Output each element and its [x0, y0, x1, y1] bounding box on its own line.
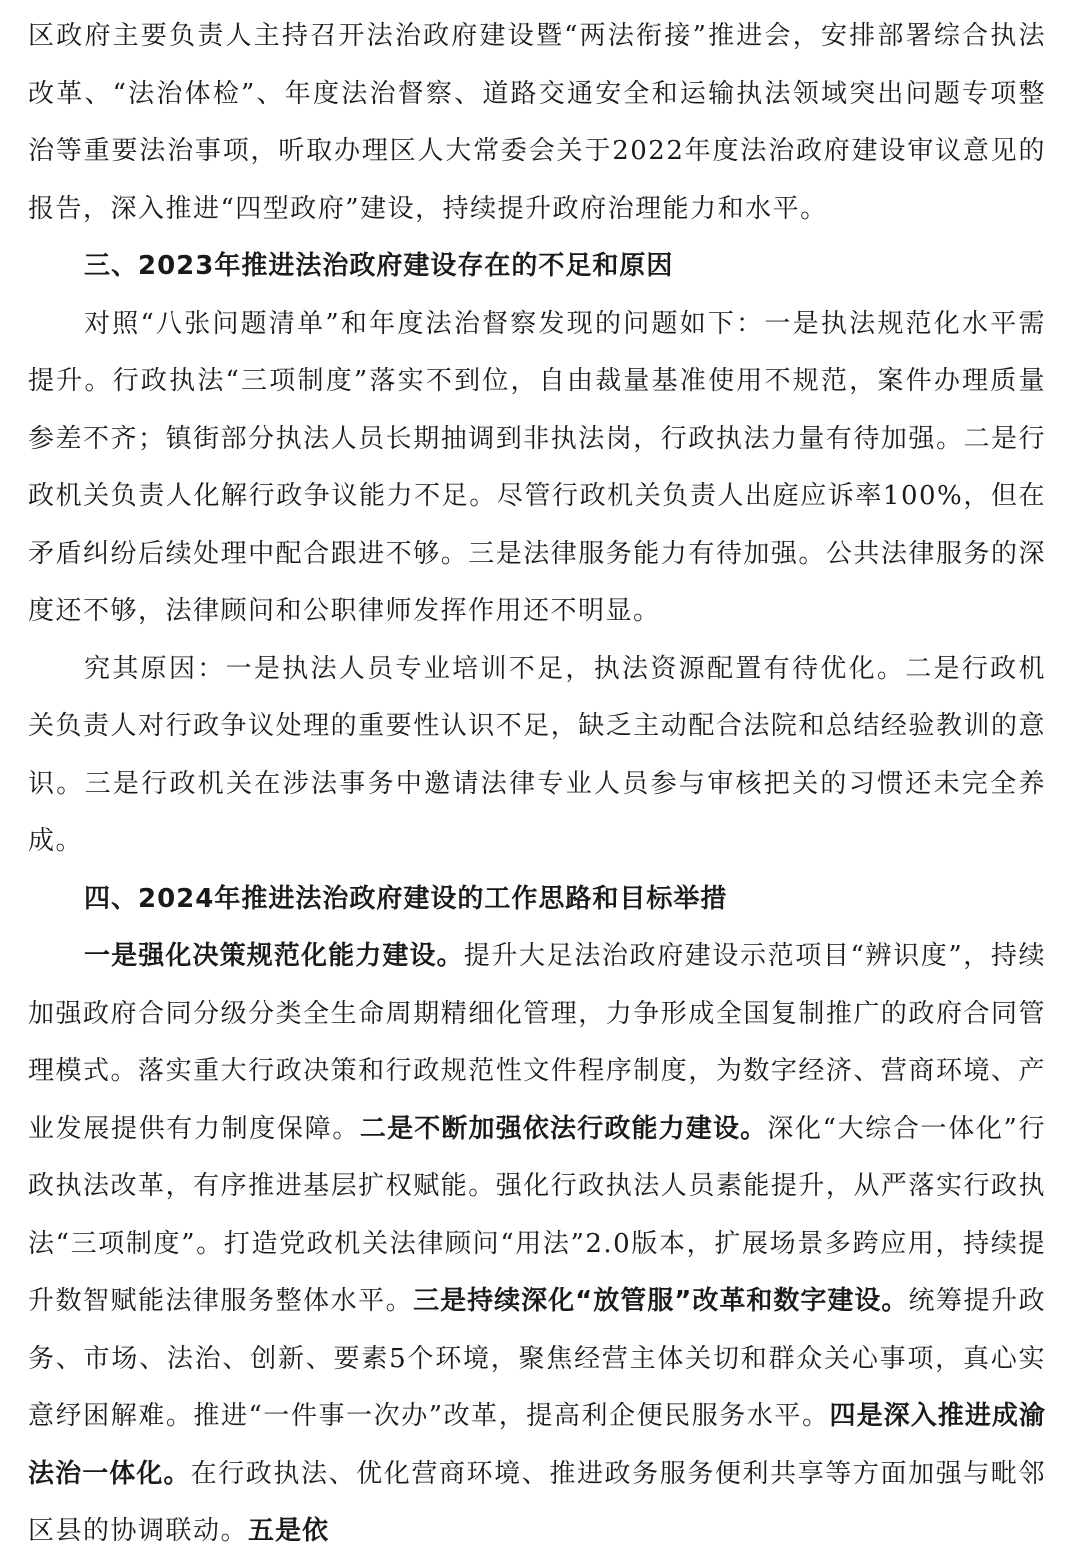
measure-text-1: 提升大足法治政府建设示范项目“辨识度”，持续加强政府合同分级分类全生命周期精细化管理，力争形成全国复制推广的政府合同管理模式。落实重大行政决策和行政规范性文件程序制度，为数字经济、营商环境、产业发展提供有力制度保障。: [28, 941, 1046, 1144]
paragraph-measures: [28, 928, 1046, 1561]
measure-lead-5: 五是依: [248, 1516, 330, 1546]
paragraph-continuation: 区政府主要负责人主持召开法治政府建设暨“两法衔接”推进会，安排部署综合执法改革、“法治体检”、年度法治督察、道路交通安全和运输执法领域突出问题专项整治等重要法治事项，听取办理区人大常委会关于2022年度法治政府建设审议意见的报告，深入推进“四型政府”建设，持续提升政府治理能力和水平。: [28, 21, 1046, 224]
measure-text-3: 统筹提升政务、市场、法治、创新、要素5个环境，聚焦经营主体关切和群众关心事项，真心实意纾困解难。推进“一件事一次办”改革，提高利企便民服务水平。: [28, 1286, 1046, 1431]
paragraph-causes: 究其原因：一是执法人员专业培训不足，执法资源配置有待优化。二是行政机关负责人对行政争议处理的重要性认识不足，缺乏主动配合法院和总结经验教训的意识。三是行政机关在涉法事务中邀请法律专业人员参与审核把关的习惯还未完全养成。: [28, 653, 1046, 856]
measure-lead-2: 二是不断加强依法行政能力建设。: [359, 1113, 768, 1144]
measure-lead-3: 三是持续深化“放管服”改革和数字建设。: [413, 1286, 909, 1316]
measure-text-4: 在行政执法、优化营商环境、推进政务服务便利共享等方面加强与毗邻区县的协调联动。: [28, 1458, 1046, 1546]
section-heading-4: 四、2024年推进法治政府建设的工作思路和目标举措: [84, 883, 728, 914]
measure-lead-1: 一是强化决策规范化能力建设。: [84, 941, 464, 971]
paragraph-problems: 对照“八张问题清单”和年度法治督察发现的问题如下：一是执法规范化水平需提升。行政执法“三项制度”落实不到位，自由裁量基准使用不规范，案件办理质量参差不齐；镇街部分执法人员长期抽调到非执法岗，行政执法力量有待加强。二是行政机关负责人化解行政争议能力不足。尽管行政机关负责人出庭应诉率100%，但在矛盾纠纷后续处理中配合跟进不够。三是法律服务能力有待加强。公共法律服务的深度还不够，法律顾问和公职律师发挥作用还不明显。: [28, 308, 1046, 626]
measure-text-2: 深化“大综合一体化”行政执法改革，有序推进基层扩权赋能。强化行政执法人员素能提升，从严落实行政执法“三项制度”。打造党政机关法律顾问“用法”2.0版本，扩展场景多跨应用，持续提升数智赋能法律服务整体水平。: [28, 1113, 1046, 1316]
document-page: [28, 8, 1046, 1561]
section-heading-3: 三、2023年推进法治政府建设存在的不足和原因: [84, 251, 674, 281]
measure-lead-4: 四是深入推进成渝法治一体化。: [28, 1401, 1046, 1489]
